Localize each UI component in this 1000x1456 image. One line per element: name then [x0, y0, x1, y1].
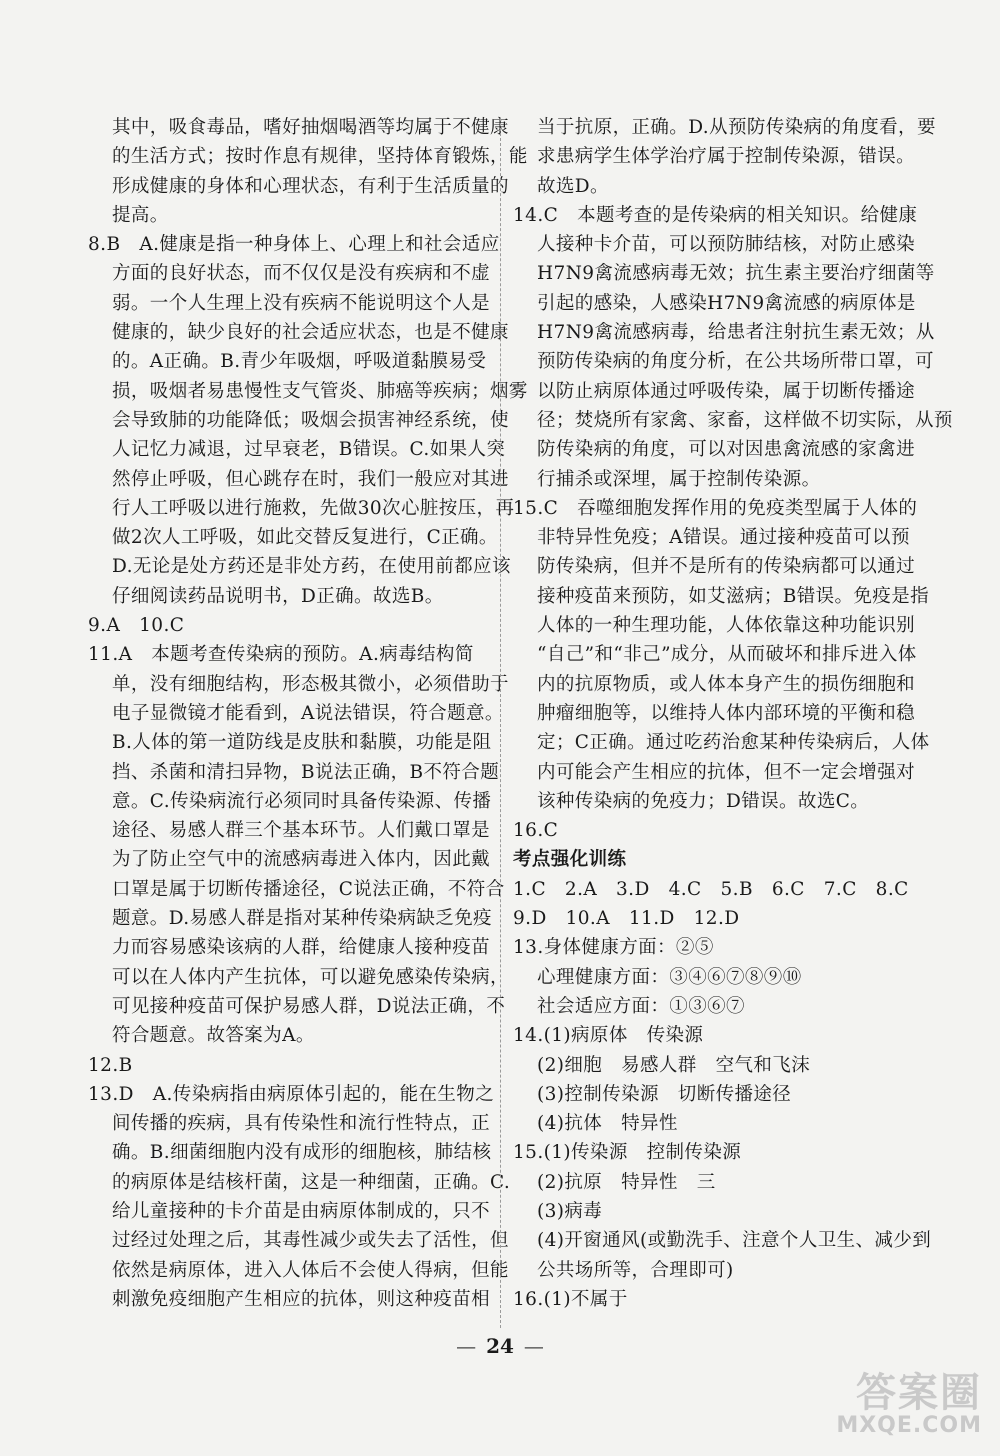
- text-line: 13.D A.传染病指由病原体引起的，能在生物之: [88, 1083, 495, 1105]
- text-line: 径；焚烧所有家禽、家畜，这样做不切实际，从预: [537, 409, 953, 431]
- text-line: 14.C 本题考查的是传染病的相关知识。给健康: [513, 204, 918, 226]
- text-line: 健康的，缺少良好的社会适应状态，也是不健康: [112, 322, 509, 344]
- text-line: 可以在人体内产生抗体，可以避免感染传染病，: [112, 966, 509, 988]
- text-line: 1.C 2.A 3.D 4.C 5.B 6.C 7.C 8.C: [513, 878, 909, 900]
- left-column: [88, 113, 528, 1314]
- text-line: (2)抗原 特异性 三: [537, 1171, 716, 1193]
- text-line: 符合题意。故答案为A。: [112, 1025, 315, 1047]
- text-line: 求患病学生体学治疗属于控制传染源，错误。: [537, 146, 916, 168]
- watermark-url: MXQE.COM: [836, 1413, 982, 1438]
- text-line: 以防止病原体通过呼吸传染，属于切断传播途: [537, 380, 916, 402]
- text-line: 定；C正确。通过吃药治愈某种传染病后，人体: [537, 732, 930, 754]
- text-line: 非特异性免疫；A错误。通过接种疫苗可以预: [537, 527, 910, 549]
- text-line: 13.身体健康方面：②⑤: [513, 937, 714, 959]
- text-line: 11.A 本题考查传染病的预防。A.病毒结构简: [88, 644, 474, 666]
- text-line: (4)开窗通风(或勤洗手、注意个人卫生、减少到: [537, 1230, 932, 1252]
- text-line: 15.(1)传染源 控制传染源: [513, 1142, 742, 1164]
- text-line: 内的抗原物质，或人体本身产生的损伤细胞和: [537, 673, 916, 695]
- text-line: 的。A正确。B.青少年吸烟，呼吸道黏膜易受: [112, 351, 487, 373]
- text-line: 引起的感染，人感染H7N9禽流感的病原体是: [537, 292, 916, 314]
- text-line: 方面的良好状态，而不仅仅是没有疾病和不虚: [112, 263, 491, 285]
- text-line: 为了防止空气中的流感病毒进入体内，因此戴: [112, 849, 491, 871]
- page-footer: [0, 1334, 1000, 1358]
- text-line: 弱。一个人生理上没有疾病不能说明这个人是: [112, 292, 491, 314]
- text-line: 防传染病，但并不是所有的传染病都可以通过: [537, 556, 916, 578]
- text-line: 12.B: [88, 1054, 133, 1076]
- text-line: 16.C: [513, 820, 559, 842]
- watermark-title: 答案圈: [856, 1370, 982, 1416]
- column-divider: [500, 118, 501, 1328]
- text-line: H7N9禽流感病毒无效；抗生素主要治疗细菌等: [537, 263, 935, 285]
- text-line: 故选D。: [537, 175, 609, 197]
- text-line: 防传染病的角度，可以对因患禽流感的家禽进: [537, 439, 916, 461]
- text-line: D.无论是处方药还是非处方药，在使用前都应该: [112, 556, 511, 578]
- text-line: H7N9禽流感病毒，给患者注射抗生素无效；从: [537, 322, 935, 344]
- text-line: 的生活方式；按时作息有规律，坚持体育锻炼，能: [112, 146, 528, 168]
- text-line: (4)抗体 特异性: [537, 1113, 678, 1135]
- text-line: 该种传染病的免疫力；D错误。故选C。: [537, 790, 870, 812]
- text-line: 提高。: [112, 204, 169, 226]
- text-line: 内可能会产生相应的抗体，但不一定会增强对: [537, 761, 916, 783]
- text-line: 其中，吸食毒品，嗜好抽烟喝酒等均属于不健康: [112, 117, 509, 138]
- text-line: (2)细胞 易感人群 空气和飞沫: [537, 1054, 811, 1076]
- text-line: “自己”和“非己”成分，从而破坏和排斥进入体: [537, 644, 917, 666]
- text-line: 间传播的疾病，具有传染性和流行性特点，正: [112, 1113, 491, 1135]
- text-line: 14.(1)病原体 传染源: [513, 1025, 704, 1047]
- watermark-logo: [812, 1372, 982, 1442]
- text-line: 行人工呼吸以进行施救，先做30次心脏按压，再: [112, 497, 515, 519]
- text-line: 口罩是属于切断传播途径，C说法正确，不符合: [112, 878, 505, 900]
- text-line: 的病原体是结核杆菌，这是一种细菌，正确。C.: [112, 1171, 511, 1193]
- text-line: 确。B.细菌细胞内没有成形的细胞核，肺结核: [112, 1142, 492, 1164]
- text-line: 9.D 10.A 11.D 12.D: [513, 908, 740, 930]
- text-line: 损，吸烟者易患慢性支气管炎、肺癌等疾病；烟雾: [112, 380, 528, 402]
- footer-dash-left: —: [456, 1334, 477, 1358]
- text-line: 力而容易感染该病的人群，给健康人接种疫苗: [112, 937, 491, 959]
- text-line: 社会适应方面：①③⑥⑦: [537, 995, 745, 1017]
- text-line: (3)病毒: [537, 1200, 603, 1222]
- text-line: 依然是病原体，进入人体后不会使人得病，但能: [112, 1259, 509, 1281]
- text-line: 肿瘤细胞等，以维持人体内部环境的平衡和稳: [537, 702, 916, 724]
- text-line: 公共场所等，合理即可): [537, 1259, 734, 1281]
- text-line: 电子显微镜才能看到，A说法错误，符合题意。: [112, 702, 504, 724]
- text-line: 意。C.传染病流行必须同时具备传染源、传播: [112, 790, 492, 812]
- text-line: 给儿童接种的卡介苗是由病原体制成的，只不: [112, 1200, 491, 1222]
- text-line: 途径、易感人群三个基本环节。人们戴口罩是: [112, 820, 491, 842]
- text-line: 人体的一种生理功能，人体依靠这种功能识别: [537, 615, 916, 637]
- text-line: 过经过处理之后，其毒性减少或失去了活性，但: [112, 1230, 509, 1252]
- text-line: 然停止呼吸，但心跳存在时，我们一般应对其进: [112, 468, 509, 490]
- right-column: [513, 113, 953, 1314]
- text-line: 做2次人工呼吸，如此交替反复进行，C正确。: [112, 527, 498, 549]
- text-line: 形成健康的身体和心理状态，有利于生活质量的: [112, 175, 509, 197]
- text-line: 会导致肺的功能降低；吸烟会损害神经系统，使: [112, 409, 509, 431]
- text-line: (3)控制传染源 切断传播途径: [537, 1083, 792, 1105]
- text-line: 单，没有细胞结构，形态极其微小，必须借助于: [112, 673, 509, 695]
- text-line: 人接种卡介苗，可以预防肺结核，对防止感染: [537, 234, 916, 256]
- text-line: 行捕杀或深埋，属于控制传染源。: [537, 468, 821, 490]
- text-line: B.人体的第一道防线是皮肤和黏膜，功能是阻: [112, 732, 492, 754]
- text-line: 预防传染病的角度分析，在公共场所带口罩，可: [537, 351, 934, 373]
- text-line: 人记忆力减退，过早衰老，B错误。C.如果人突: [112, 439, 506, 461]
- text-line: 题意。D.易感人群是指对某种传染病缺乏免疫: [112, 908, 492, 930]
- text-line: 心理健康方面：③④⑥⑦⑧⑨⑩: [537, 966, 802, 988]
- text-line: 可见接种疫苗可保护易感人群，D说法正确，不: [112, 995, 506, 1017]
- text-line: 刺激免疫细胞产生相应的抗体，则这种疫苗相: [112, 1288, 491, 1310]
- text-line: 16.(1)不属于: [513, 1288, 628, 1310]
- text-line: 15.C 吞噬细胞发挥作用的免疫类型属于人体的: [513, 497, 918, 519]
- text-line: 挡、杀菌和清扫异物，B说法正确，B不符合题: [112, 761, 500, 783]
- section-heading: 考点强化训练: [513, 849, 627, 871]
- footer-dash-right: —: [523, 1334, 544, 1358]
- text-line: 接种疫苗来预防，如艾滋病；B错误。免疫是指: [537, 585, 929, 607]
- text-line: 当于抗原，正确。D.从预防传染病的角度看，要: [537, 117, 936, 138]
- text-line: 9.A 10.C: [88, 615, 185, 637]
- page-number: 24: [486, 1334, 514, 1358]
- text-line: 8.B A.健康是指一种身体上、心理上和社会适应: [88, 234, 500, 256]
- text-line: 仔细阅读药品说明书，D正确。故选B。: [112, 585, 444, 607]
